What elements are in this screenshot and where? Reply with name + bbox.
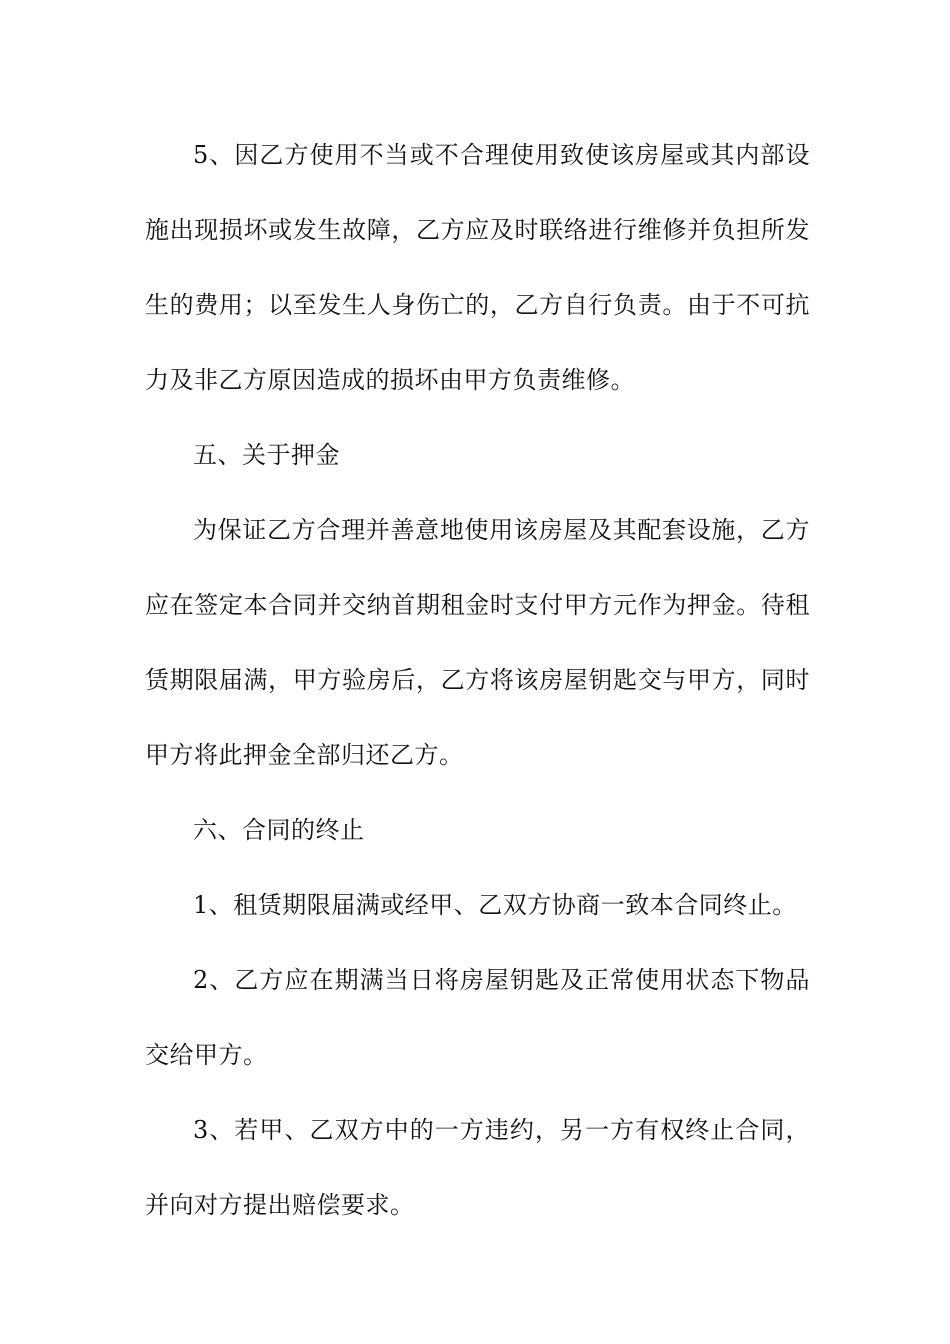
document-body — [145, 118, 810, 1243]
section-heading-termination: 六、合同的终止 — [193, 816, 365, 844]
paragraph-termination-3: 3、若甲、乙双方中的一方违约，另一方有权终止合同，并向对方提出赔偿要求。 — [145, 1116, 810, 1219]
paragraph-deposit: 为保证乙方合理并善意地使用该房屋及其配套设施，乙方应在签定本合同并交纳首期租金时支付甲方元作为押金。待租赁期限届满，甲方验房后，乙方将该房屋钥匙交与甲方，同时甲方将此押金全部归还乙方。 — [145, 516, 810, 769]
paragraph-termination-2: 2、乙方应在期满当日将房屋钥匙及正常使用状态下物品交给甲方。 — [145, 966, 810, 1069]
paragraph-clause-5: 5、因乙方使用不当或不合理使用致使该房屋或其内部设施出现损坏或发生故障，乙方应及时联络进行维修并负担所发生的费用；以至发生人身伤亡的，乙方自行负责。由于不可抗力及非乙方原因造成的损坏由甲方负责维修。 — [145, 141, 810, 394]
paragraph-termination-1: 1、租赁期限届满或经甲、乙双方协商一致本合同终止。 — [193, 891, 797, 919]
section-heading-deposit: 五、关于押金 — [193, 441, 340, 469]
